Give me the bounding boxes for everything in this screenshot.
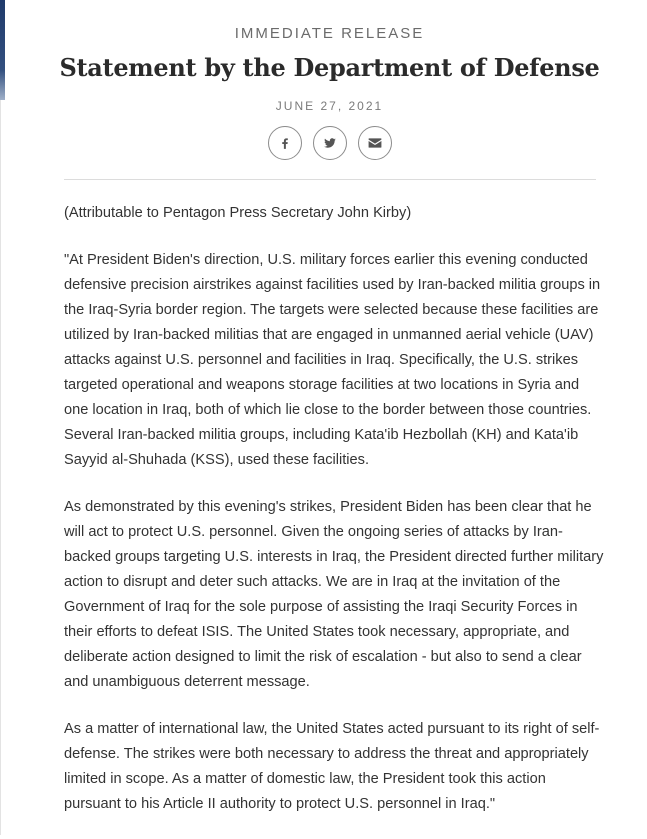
release-header (0, 24, 647, 160)
release-type-label: IMMEDIATE RELEASE (234, 25, 425, 42)
article-paragraph: As a matter of international law, the United States acted pursuant to its right of self-defense. The strikes were both necessary to address the threat and appropriately limited in scope. As a matter of domestic law, the President took this action pursuant to his Article II authority to protect U.S. personnel in Iraq." (64, 721, 600, 812)
release-date: JUNE 27, 2021 (275, 99, 384, 113)
share-buttons (0, 126, 647, 160)
facebook-share-button[interactable] (268, 126, 302, 160)
twitter-share-button[interactable] (313, 126, 347, 160)
email-share-button[interactable] (358, 126, 392, 160)
article-paragraph: As demonstrated by this evening's strikes, President Biden has been clear that he will act to protect U.S. personnel. Given the ongoing series of attacks by Iran-backed groups targeting U.S. interests in Iraq, the President directed further military action to disrupt and deter such attacks. We are in Iraq at the invitation of the Government of Iraq for the sole purpose of assisting the Iraqi Security Forces in their efforts to defeat ISIS. The United States took necessary, appropriate, and deliberate action designed to limit the risk of escalation - but also to send a clear and unambiguous deterrent message. (64, 499, 604, 690)
email-icon (368, 137, 382, 149)
article-body (64, 201, 604, 839)
page-title: Statement by the Department of Defense (59, 53, 600, 82)
attribution-line: (Attributable to Pentagon Press Secretary John Kirby) (64, 205, 412, 221)
header-divider (64, 179, 596, 180)
left-edge-border (0, 100, 1, 835)
facebook-icon (278, 136, 292, 150)
twitter-icon (323, 136, 337, 150)
article-paragraph: "At President Biden's direction, U.S. military forces earlier this evening conducted defensive precision airstrikes against facilities used by Iran-backed militia groups in the Iraq-Syria border region. The targets were selected because these facilities are utilized by Iran-backed militias that are engaged in unmanned aerial vehicle (UAV) attacks against U.S. personnel and facilities in Iraq. Specifically, the U.S. strikes targeted operational and weapons storage facilities at two locations in Syria and one location in Iraq, both of which lie close to the border between those countries. Several Iran-backed militia groups, including Kata'ib Hezbollah (KH) and Kata'ib Sayyid al-Shuhada (KSS), used these facilities. (64, 252, 601, 468)
